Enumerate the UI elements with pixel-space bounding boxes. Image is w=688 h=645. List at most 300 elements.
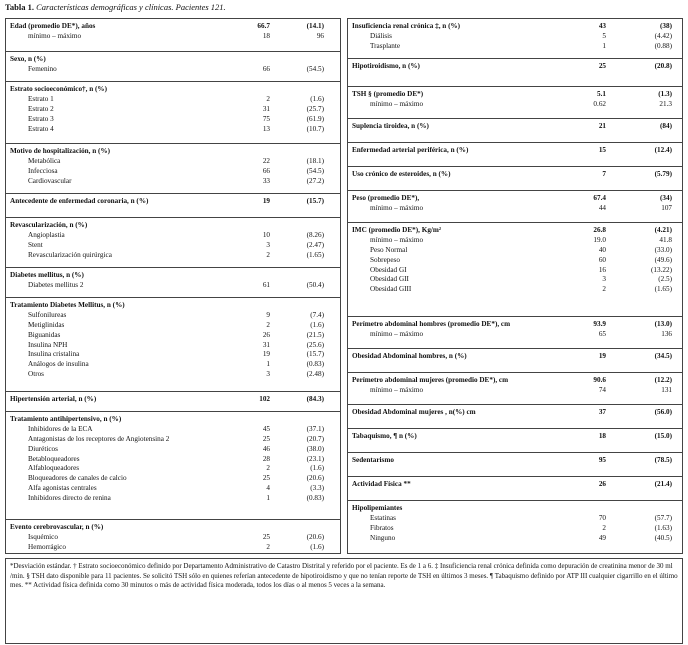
row-label: Uso crónico de esteroides, n (%)	[352, 170, 451, 178]
table-row	[6, 32, 340, 42]
table-row	[348, 226, 682, 236]
table-right-column	[347, 18, 683, 554]
row-percent: (38.0)	[306, 444, 324, 453]
table-row	[348, 62, 682, 72]
row-label: Obesidad GIII	[370, 285, 412, 294]
table-section	[6, 144, 340, 194]
row-label: Betabloqueadores	[28, 454, 80, 463]
row-label: Sobrepeso	[370, 255, 400, 264]
table-section	[6, 520, 340, 554]
row-value: 7	[602, 170, 606, 178]
table-row	[348, 236, 682, 246]
row-percent: (50.4)	[306, 280, 324, 289]
table-row	[348, 266, 682, 276]
row-percent: (15.7)	[306, 197, 324, 205]
table-row	[6, 241, 340, 251]
row-percent: (13.0)	[654, 320, 672, 328]
row-label: Sulfonilureas	[28, 310, 67, 319]
row-value: 25	[262, 532, 270, 541]
table-row	[6, 105, 340, 115]
row-value: 49	[598, 533, 606, 542]
row-percent: (1.65)	[306, 250, 324, 259]
table-row	[6, 523, 340, 533]
row-percent: (4.42)	[654, 31, 672, 40]
row-percent: (0.83)	[306, 494, 324, 503]
row-value: 102	[259, 395, 270, 403]
table-row	[348, 480, 682, 490]
row-value: 13	[262, 124, 270, 133]
row-value: 28	[262, 454, 270, 463]
table-row	[348, 524, 682, 534]
row-value: 2	[266, 94, 270, 103]
row-percent: (56.0)	[654, 408, 672, 416]
row-label: Obesidad GII	[370, 275, 409, 284]
row-value: 1	[266, 494, 270, 503]
row-percent: (20.6)	[306, 474, 324, 483]
row-value: 2	[602, 523, 606, 532]
table-section	[348, 119, 682, 143]
row-percent: 136	[661, 329, 672, 338]
table-row	[6, 350, 340, 360]
row-percent: (38)	[660, 22, 672, 30]
table-section	[348, 19, 682, 59]
row-percent: (4.21)	[654, 226, 672, 234]
row-label: Suplencia tiroidea, n (%)	[352, 122, 429, 130]
table-row	[6, 157, 340, 167]
row-label: Inhibidores de la ECA	[28, 424, 93, 433]
table-row	[6, 455, 340, 465]
row-value: 18	[262, 31, 270, 40]
row-percent: (12.2)	[654, 376, 672, 384]
row-value: 2	[266, 320, 270, 329]
row-value: 3	[266, 370, 270, 379]
table-row	[348, 456, 682, 466]
row-label: Sedentarismo	[352, 456, 394, 464]
row-label: Ninguno	[370, 533, 396, 542]
row-value: 16	[598, 265, 606, 274]
row-value: 46	[262, 444, 270, 453]
table-section	[348, 191, 682, 223]
row-value: 2	[266, 464, 270, 473]
row-label: Estatinas	[370, 513, 396, 522]
table-footnote: *Desviación estándar. † Estrato socioeconómico definido por Departamento Administrativo de Catastro Distrital y referido por el paciente. Es de 1 a 6. ‡ Insuficiencia renal crónica definida como depuración de creatinina menor de 30 ml /min. § TSH dato disponible para 11 pacientes. Se solicitó TSH sólo en quienes referían antecedente de hipotiroidismo y que no tenían reporte de TSH en últimos 3 meses. ¶ Tabaquismo definido por ATP III cualquier cigarrillo en el último mes. ** Actividad física definida como 30 minutos o más de actividad física moderada, todos los días o al menos 5 veces a la semana.	[5, 558, 683, 644]
row-label: Actividad Física **	[352, 480, 411, 488]
table-row	[348, 386, 682, 396]
row-percent: 96	[316, 31, 324, 40]
row-percent: (21.5)	[306, 330, 324, 339]
row-label: Bloqueadores de canales de calcio	[28, 474, 127, 483]
table-section	[348, 223, 682, 317]
table-section	[348, 143, 682, 167]
table-row	[6, 147, 340, 157]
table-section	[348, 501, 682, 554]
row-value: 66	[262, 166, 270, 175]
table-row	[348, 534, 682, 544]
table-row	[6, 445, 340, 455]
row-percent: 21.3	[659, 99, 672, 108]
table-row	[348, 285, 682, 295]
row-value: 75	[262, 114, 270, 123]
table-section	[6, 268, 340, 298]
table-row	[348, 320, 682, 330]
table-row	[6, 415, 340, 425]
row-value: 18	[598, 432, 606, 440]
table-row	[6, 95, 340, 105]
row-percent: (21.4)	[654, 480, 672, 488]
row-value: 1	[602, 41, 606, 50]
row-value: 19	[262, 350, 270, 359]
row-percent: (5.79)	[654, 170, 672, 178]
row-percent: 107	[661, 203, 672, 212]
table-row	[6, 331, 340, 341]
row-percent: (34)	[660, 194, 672, 202]
row-label: Revascularización, n (%)	[10, 221, 88, 229]
row-label: mínimo – máximo	[370, 385, 424, 394]
table-row	[348, 100, 682, 110]
row-label: Antecedente de enfermedad coronaria, n (%)	[10, 197, 149, 205]
row-label: Estrato 4	[28, 124, 54, 133]
row-label: Antagonistas de los receptores de Angiotensina 2	[28, 434, 170, 443]
table-row	[6, 85, 340, 95]
row-percent: (12.4)	[654, 146, 672, 154]
row-label: Tabaquismo, ¶ n (%)	[352, 432, 417, 440]
row-label: Tratamiento antihipertensivo, n (%)	[10, 415, 122, 423]
row-value: 93.9	[593, 320, 606, 328]
row-label: Revascularización quirúrgica	[28, 250, 112, 259]
row-label: Isquémico	[28, 532, 58, 541]
row-label: Perímetro abdominal mujeres (promedio DE*), cm	[352, 376, 509, 384]
table-section	[6, 194, 340, 218]
table-section	[6, 412, 340, 520]
row-percent: (84)	[660, 122, 672, 130]
table-row	[6, 474, 340, 484]
row-label: TSH § (promedio DE*)	[352, 90, 424, 98]
row-label: Edad (promedio DE*), años	[10, 22, 96, 30]
row-percent: (13.22)	[651, 265, 672, 274]
row-value: 2	[602, 285, 606, 294]
table-left-column	[5, 18, 341, 554]
table-section	[6, 298, 340, 392]
table-row	[6, 341, 340, 351]
row-label: Femenino	[28, 64, 57, 73]
table-row	[348, 194, 682, 204]
table-row	[6, 494, 340, 504]
row-percent: (2.5)	[658, 275, 672, 284]
row-value: 44	[598, 203, 606, 212]
row-value: 66.7	[257, 22, 270, 30]
row-percent: (84.3)	[306, 395, 324, 403]
table-row	[6, 533, 340, 543]
table-row	[6, 464, 340, 474]
row-percent: (1.6)	[310, 94, 324, 103]
row-label: Hipolipemiantes	[352, 504, 403, 512]
table-row	[6, 395, 340, 405]
row-percent: (15.7)	[306, 350, 324, 359]
table-row	[348, 32, 682, 42]
row-percent: (57.7)	[654, 513, 672, 522]
row-percent: (1.65)	[654, 285, 672, 294]
table-row	[6, 167, 340, 177]
row-value: 61	[262, 280, 270, 289]
row-label: Obesidad GI	[370, 265, 407, 274]
row-value: 26	[262, 330, 270, 339]
table-row	[348, 376, 682, 386]
row-label: Hemorrágico	[28, 542, 66, 551]
table-row	[348, 42, 682, 52]
table-row	[6, 55, 340, 65]
row-label: mínimo – máximo	[370, 203, 424, 212]
table-row	[348, 514, 682, 524]
table-section	[6, 19, 340, 52]
table-row	[6, 65, 340, 75]
table-section	[348, 317, 682, 349]
table-row	[6, 197, 340, 207]
table-caption-label: Tabla 1.	[5, 2, 34, 12]
row-value: 67.4	[593, 194, 606, 202]
table-row	[6, 301, 340, 311]
row-value: 19.0	[593, 235, 606, 244]
table-row	[348, 432, 682, 442]
row-label: Biguanidas	[28, 330, 61, 339]
row-percent: (2.47)	[306, 240, 324, 249]
row-percent: (54.5)	[306, 64, 324, 73]
row-percent: (1.6)	[310, 320, 324, 329]
row-label: Infecciosa	[28, 166, 58, 175]
row-percent: (10.7)	[306, 124, 324, 133]
row-label: Otros	[28, 370, 44, 379]
row-value: 66	[262, 64, 270, 73]
table-row	[6, 425, 340, 435]
row-percent: (20.6)	[306, 532, 324, 541]
row-label: Diálisis	[370, 31, 392, 40]
table-section	[348, 477, 682, 501]
row-label: Análogos de insulina	[28, 360, 89, 369]
row-label: Hipotiroidismo, n (%)	[352, 62, 420, 70]
row-label: Insulina cristalina	[28, 350, 80, 359]
table-row	[6, 221, 340, 231]
row-value: 15	[598, 146, 606, 154]
row-label: Alfa agonistas centrales	[28, 484, 97, 493]
row-value: 22	[262, 156, 270, 165]
row-label: Estrato socioeconómico†, n (%)	[10, 85, 108, 93]
table-row	[348, 352, 682, 362]
row-percent: (1.3)	[658, 90, 672, 98]
row-label: mínimo – máximo	[370, 235, 424, 244]
table-section	[6, 82, 340, 144]
row-value: 10	[262, 230, 270, 239]
row-label: Trasplante	[370, 41, 401, 50]
table-row	[348, 330, 682, 340]
row-percent: (49.6)	[654, 255, 672, 264]
row-value: 40	[598, 245, 606, 254]
table-row	[6, 311, 340, 321]
row-percent: (23.1)	[306, 454, 324, 463]
row-percent: (8.26)	[306, 230, 324, 239]
row-value: 2	[266, 250, 270, 259]
table-caption-text: Características demográficas y clínicas. Pacientes 121.	[36, 2, 226, 12]
row-value: 45	[262, 424, 270, 433]
row-value: 25	[262, 434, 270, 443]
table-row	[348, 246, 682, 256]
row-percent: (3.3)	[310, 484, 324, 493]
table-row	[348, 504, 682, 514]
table-row	[6, 22, 340, 32]
table-row	[348, 122, 682, 132]
table-row	[6, 435, 340, 445]
table-row	[348, 204, 682, 214]
row-percent: (54.5)	[306, 166, 324, 175]
row-label: mínimo – máximo	[370, 99, 424, 108]
row-label: Estrato 3	[28, 114, 54, 123]
row-percent: (20.7)	[306, 434, 324, 443]
row-label: Diuréticos	[28, 444, 58, 453]
row-value: 65	[598, 329, 606, 338]
row-percent: 131	[661, 385, 672, 394]
row-value: 19	[262, 197, 270, 205]
table-section	[348, 87, 682, 119]
row-percent: (0.83)	[306, 360, 324, 369]
row-label: IMC (promedio DE*), Kg/m²	[352, 226, 442, 234]
row-value: 5	[602, 31, 606, 40]
table-row	[348, 22, 682, 32]
row-label: Insulina NPH	[28, 340, 68, 349]
table-row	[6, 251, 340, 261]
row-percent: (78.5)	[654, 456, 672, 464]
row-value: 90.6	[593, 376, 606, 384]
table-row	[6, 115, 340, 125]
table-row	[6, 360, 340, 370]
row-percent: (34.5)	[654, 352, 672, 360]
table-row	[348, 170, 682, 180]
row-value: 25	[262, 474, 270, 483]
row-label: Estrato 1	[28, 94, 54, 103]
row-label: Obesidad Abdominal hombres, n (%)	[352, 352, 467, 360]
table-section	[348, 373, 682, 405]
row-percent: (7.4)	[310, 310, 324, 319]
row-percent: (33.0)	[654, 245, 672, 254]
table-section	[348, 429, 682, 453]
table-row	[6, 177, 340, 187]
row-label: Hipertensión arterial, n (%)	[10, 395, 97, 403]
row-value: 21	[598, 122, 606, 130]
table-row	[348, 146, 682, 156]
row-value: 2	[266, 542, 270, 551]
row-percent: (20.8)	[654, 62, 672, 70]
table-section	[348, 167, 682, 191]
row-value: 60	[598, 255, 606, 264]
row-percent: 41.8	[659, 235, 672, 244]
row-value: 0.62	[593, 99, 606, 108]
row-label: Evento cerebrovascular, n (%)	[10, 523, 104, 531]
table-row	[348, 275, 682, 285]
row-value: 74	[598, 385, 606, 394]
row-label: Inhibidores directo de renina	[28, 494, 111, 503]
table-section	[6, 392, 340, 412]
row-value: 25	[598, 62, 606, 70]
row-percent: (18.1)	[306, 156, 324, 165]
table-row	[6, 125, 340, 135]
table-row	[6, 484, 340, 494]
row-label: Fibratos	[370, 523, 394, 532]
row-label: Angioplastia	[28, 230, 65, 239]
row-label: Perímetro abdominal hombres (promedio DE*), cm	[352, 320, 511, 328]
table-section	[6, 52, 340, 82]
row-value: 26.8	[593, 226, 606, 234]
row-value: 95	[598, 456, 606, 464]
row-percent: (2.48)	[306, 370, 324, 379]
row-percent: (25.6)	[306, 340, 324, 349]
row-label: Alfabloqueadores	[28, 464, 80, 473]
table-row	[6, 543, 340, 553]
row-percent: (1.6)	[310, 542, 324, 551]
row-percent: (37.1)	[306, 424, 324, 433]
row-percent: (1.6)	[310, 464, 324, 473]
table-row	[6, 321, 340, 331]
row-value: 4	[266, 484, 270, 493]
row-label: Enfermedad arterial periférica, n (%)	[352, 146, 469, 154]
row-value: 3	[266, 240, 270, 249]
table-section	[348, 453, 682, 477]
row-label: Sexo, n (%)	[10, 55, 46, 63]
row-label: Metiglinidas	[28, 320, 65, 329]
row-label: Peso (promedio DE*),	[352, 194, 420, 202]
row-value: 33	[262, 176, 270, 185]
row-label: mínimo – máximo	[28, 31, 82, 40]
row-value: 9	[266, 310, 270, 319]
table-section	[348, 349, 682, 373]
row-label: Metabólica	[28, 156, 61, 165]
table-row	[348, 90, 682, 100]
row-percent: (0.88)	[654, 41, 672, 50]
row-value: 43	[598, 22, 606, 30]
table-row	[6, 271, 340, 281]
row-value: 31	[262, 104, 270, 113]
row-value: 1	[266, 360, 270, 369]
row-label: Obesidad Abdominal mujeres , n(%) cm	[352, 408, 476, 416]
row-label: Insuficiencia renal crónica ‡, n (%)	[352, 22, 461, 30]
row-label: mínimo – máximo	[370, 329, 424, 338]
table-caption	[5, 2, 226, 12]
row-value: 70	[598, 513, 606, 522]
row-label: Peso Normal	[370, 245, 408, 254]
table-row	[348, 408, 682, 418]
row-percent: (14.1)	[306, 22, 324, 30]
row-percent: (25.7)	[306, 104, 324, 113]
row-percent: (15.0)	[654, 432, 672, 440]
row-value: 31	[262, 340, 270, 349]
row-percent: (27.2)	[306, 176, 324, 185]
row-percent: (40.5)	[654, 533, 672, 542]
table-row	[6, 281, 340, 291]
table-row	[6, 231, 340, 241]
row-label: Estrato 2	[28, 104, 54, 113]
row-label: Diabetes mellitus, n (%)	[10, 271, 84, 279]
row-value: 5.1	[597, 90, 606, 98]
table-row	[348, 256, 682, 266]
row-label: Motivo de hospitalización, n (%)	[10, 147, 111, 155]
table-section	[348, 59, 682, 87]
table-section	[6, 218, 340, 268]
row-label: Tratamiento Diabetes Mellitus, n (%)	[10, 301, 125, 309]
row-percent: (61.9)	[306, 114, 324, 123]
table-row	[6, 370, 340, 380]
row-value: 19	[598, 352, 606, 360]
row-label: Cardiovascular	[28, 176, 72, 185]
row-value: 26	[598, 480, 606, 488]
row-value: 3	[602, 275, 606, 284]
row-percent: (1.63)	[654, 523, 672, 532]
row-value: 37	[598, 408, 606, 416]
